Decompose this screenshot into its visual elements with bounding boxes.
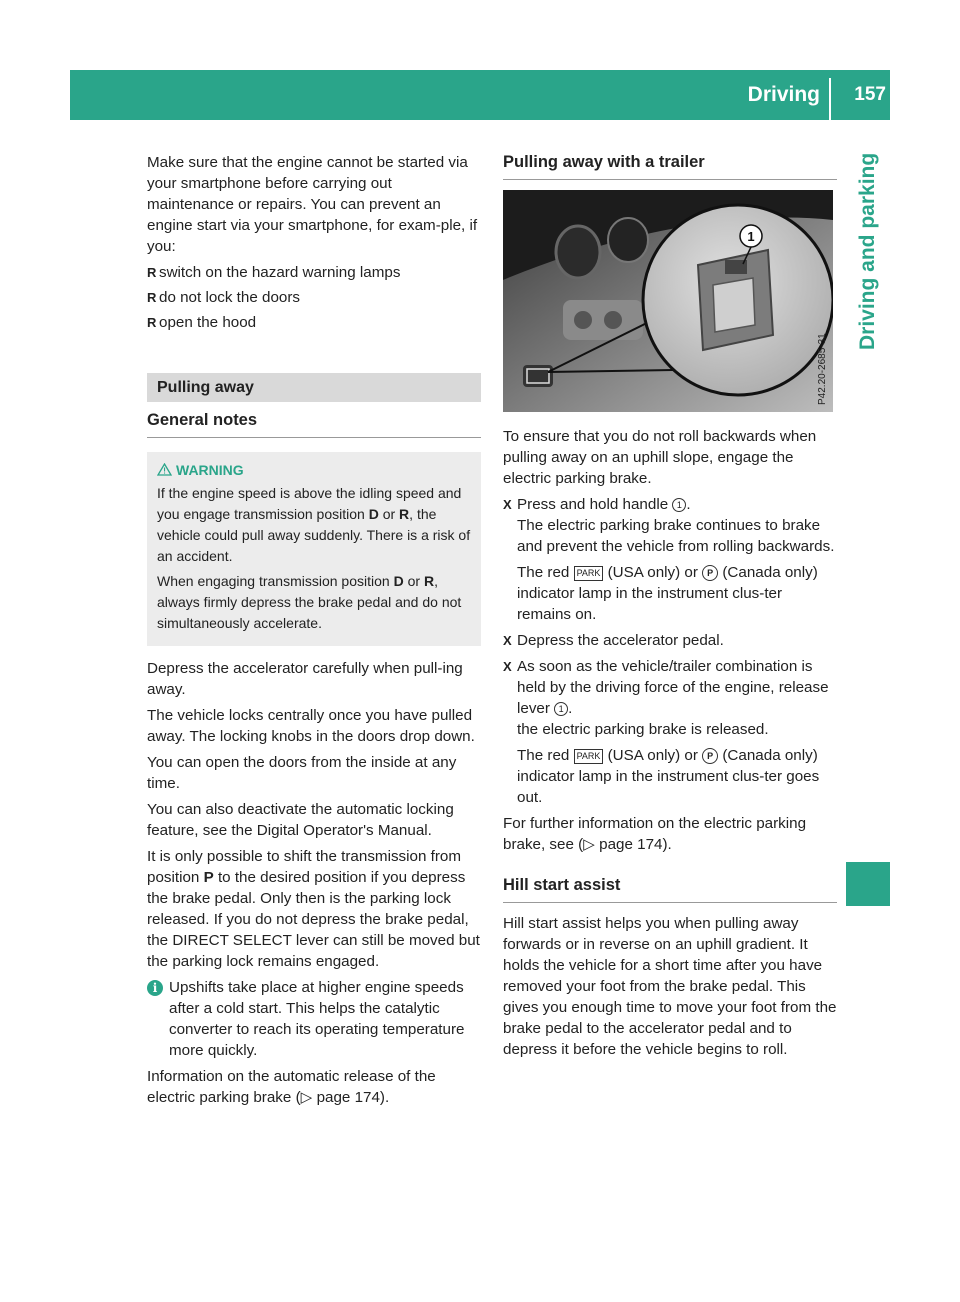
step-item: X As soon as the vehicle/trailer combination is held by the driving force of the engine, release lever 1 . the electric parking brake is released. [503, 656, 837, 740]
photo-code: P42.20-2685-31 [817, 333, 828, 405]
warning-box [147, 452, 481, 646]
page-number: 157 [854, 84, 886, 105]
body-paragraph: The vehicle locks centrally once you have pulled away. The locking knobs in the doors drop down. [147, 707, 475, 745]
page-reference-link[interactable]: page 174 [316, 1089, 380, 1106]
intro-paragraph: Make sure that the engine cannot be started via your smartphone before carrying out maintenance or repairs. You can prevent an engine start via your smartphone, for exam-ple, if you: [147, 154, 478, 255]
page-reference-arrow-icon: ▷ [583, 836, 595, 853]
section-title: Pulling away with a trailer [503, 152, 837, 180]
park-lamp-icon: PARK [574, 749, 604, 764]
body-paragraph: It is only possible to shift the transmission from position P to the desired position if you depress the brake pedal. Only then is the parking lock released. If you do not depress the brake pedal, the DIRECT SELECT lever can still be moved but the parking lock remains engaged. [147, 848, 480, 970]
body-paragraph: Depress the accelerator carefully when pull-ing away. [147, 660, 463, 698]
info-icon: i [147, 980, 163, 996]
list-item: R do not lock the doors [147, 287, 481, 308]
body-paragraph: Information on the automatic release of the electric parking brake (▷ page 174). [147, 1068, 436, 1106]
warning-paragraph: When engaging transmission position D or R, always firmly depress the brake pedal and do not simultaneously accelerate. [157, 573, 462, 631]
parking-brake-photo [503, 190, 833, 412]
section-title: Hill start assist [503, 875, 837, 903]
warning-triangle-icon [157, 463, 172, 476]
list-item: R switch on the hazard warning lamps [147, 262, 481, 283]
callout-1-icon: 1 [672, 498, 686, 512]
section-heading: Pulling away [147, 373, 481, 402]
right-column [503, 152, 837, 1065]
side-tab-label: Driving and parking [856, 152, 879, 350]
info-text: Upshifts take place at higher engine speeds after a cold start. This helps the catalytic converter to reach its operating temperature more quickly. [169, 979, 465, 1059]
info-note [147, 977, 481, 1061]
page-reference-arrow-icon: ▷ [300, 1089, 313, 1106]
body-paragraph: You can open the doors from the inside at any time. [147, 754, 457, 792]
warning-heading [157, 460, 473, 481]
side-tab-marker [846, 862, 890, 906]
parking-brake-lamp-icon: P [702, 565, 718, 581]
parking-brake-lamp-icon: P [702, 748, 718, 764]
page-header [70, 70, 890, 120]
body-paragraph: To ensure that you do not roll backwards when pulling away on an uphill slope, engage the electric parking brake. [503, 428, 817, 487]
subheading: General notes [147, 402, 481, 438]
body-paragraph: Hill start assist helps you when pulling away forwards or in reverse on an uphill gradient. It holds the vehicle for a short time after you have removed your foot from the brake pedal. This gives you enough time to move your foot from the brake pedal to the accelerator pedal and to depress it before the vehicle begins to roll. [503, 915, 837, 1058]
park-lamp-icon: PARK [574, 566, 604, 581]
page-reference-link[interactable]: page 174 [599, 836, 663, 853]
step-item: X Depress the accelerator pedal. [503, 630, 837, 651]
body-paragraph: You can also deactivate the automatic locking feature, see the Digital Operator's Manual. [147, 801, 454, 839]
step-note: The red PARK (USA only) or P (Canada only) indicator lamp in the instrument clus-ter goes out. [517, 747, 820, 806]
step-item: X Press and hold handle 1 . The electric parking brake continues to brake and prevent the vehicle from rolling backwards. [503, 494, 837, 557]
warning-title: WARNING [176, 462, 244, 478]
header-title: Driving [747, 83, 820, 106]
warning-paragraph: If the engine speed is above the idling speed and you engage transmission position D or R, the vehicle could pull away suddenly. There is a risk of an accident. [157, 485, 471, 564]
body-paragraph: For further information on the electric parking brake, see (▷ page 174). [503, 815, 807, 853]
left-column [147, 152, 481, 1113]
callout-1-icon: 1 [554, 702, 568, 716]
list-item: R open the hood [147, 312, 481, 333]
header-separator [829, 78, 831, 120]
callout-number: 1 [747, 229, 755, 244]
step-note: The red PARK (USA only) or P (Canada only) indicator lamp in the instrument clus-ter remains on. [517, 564, 818, 623]
side-tab [846, 120, 890, 350]
